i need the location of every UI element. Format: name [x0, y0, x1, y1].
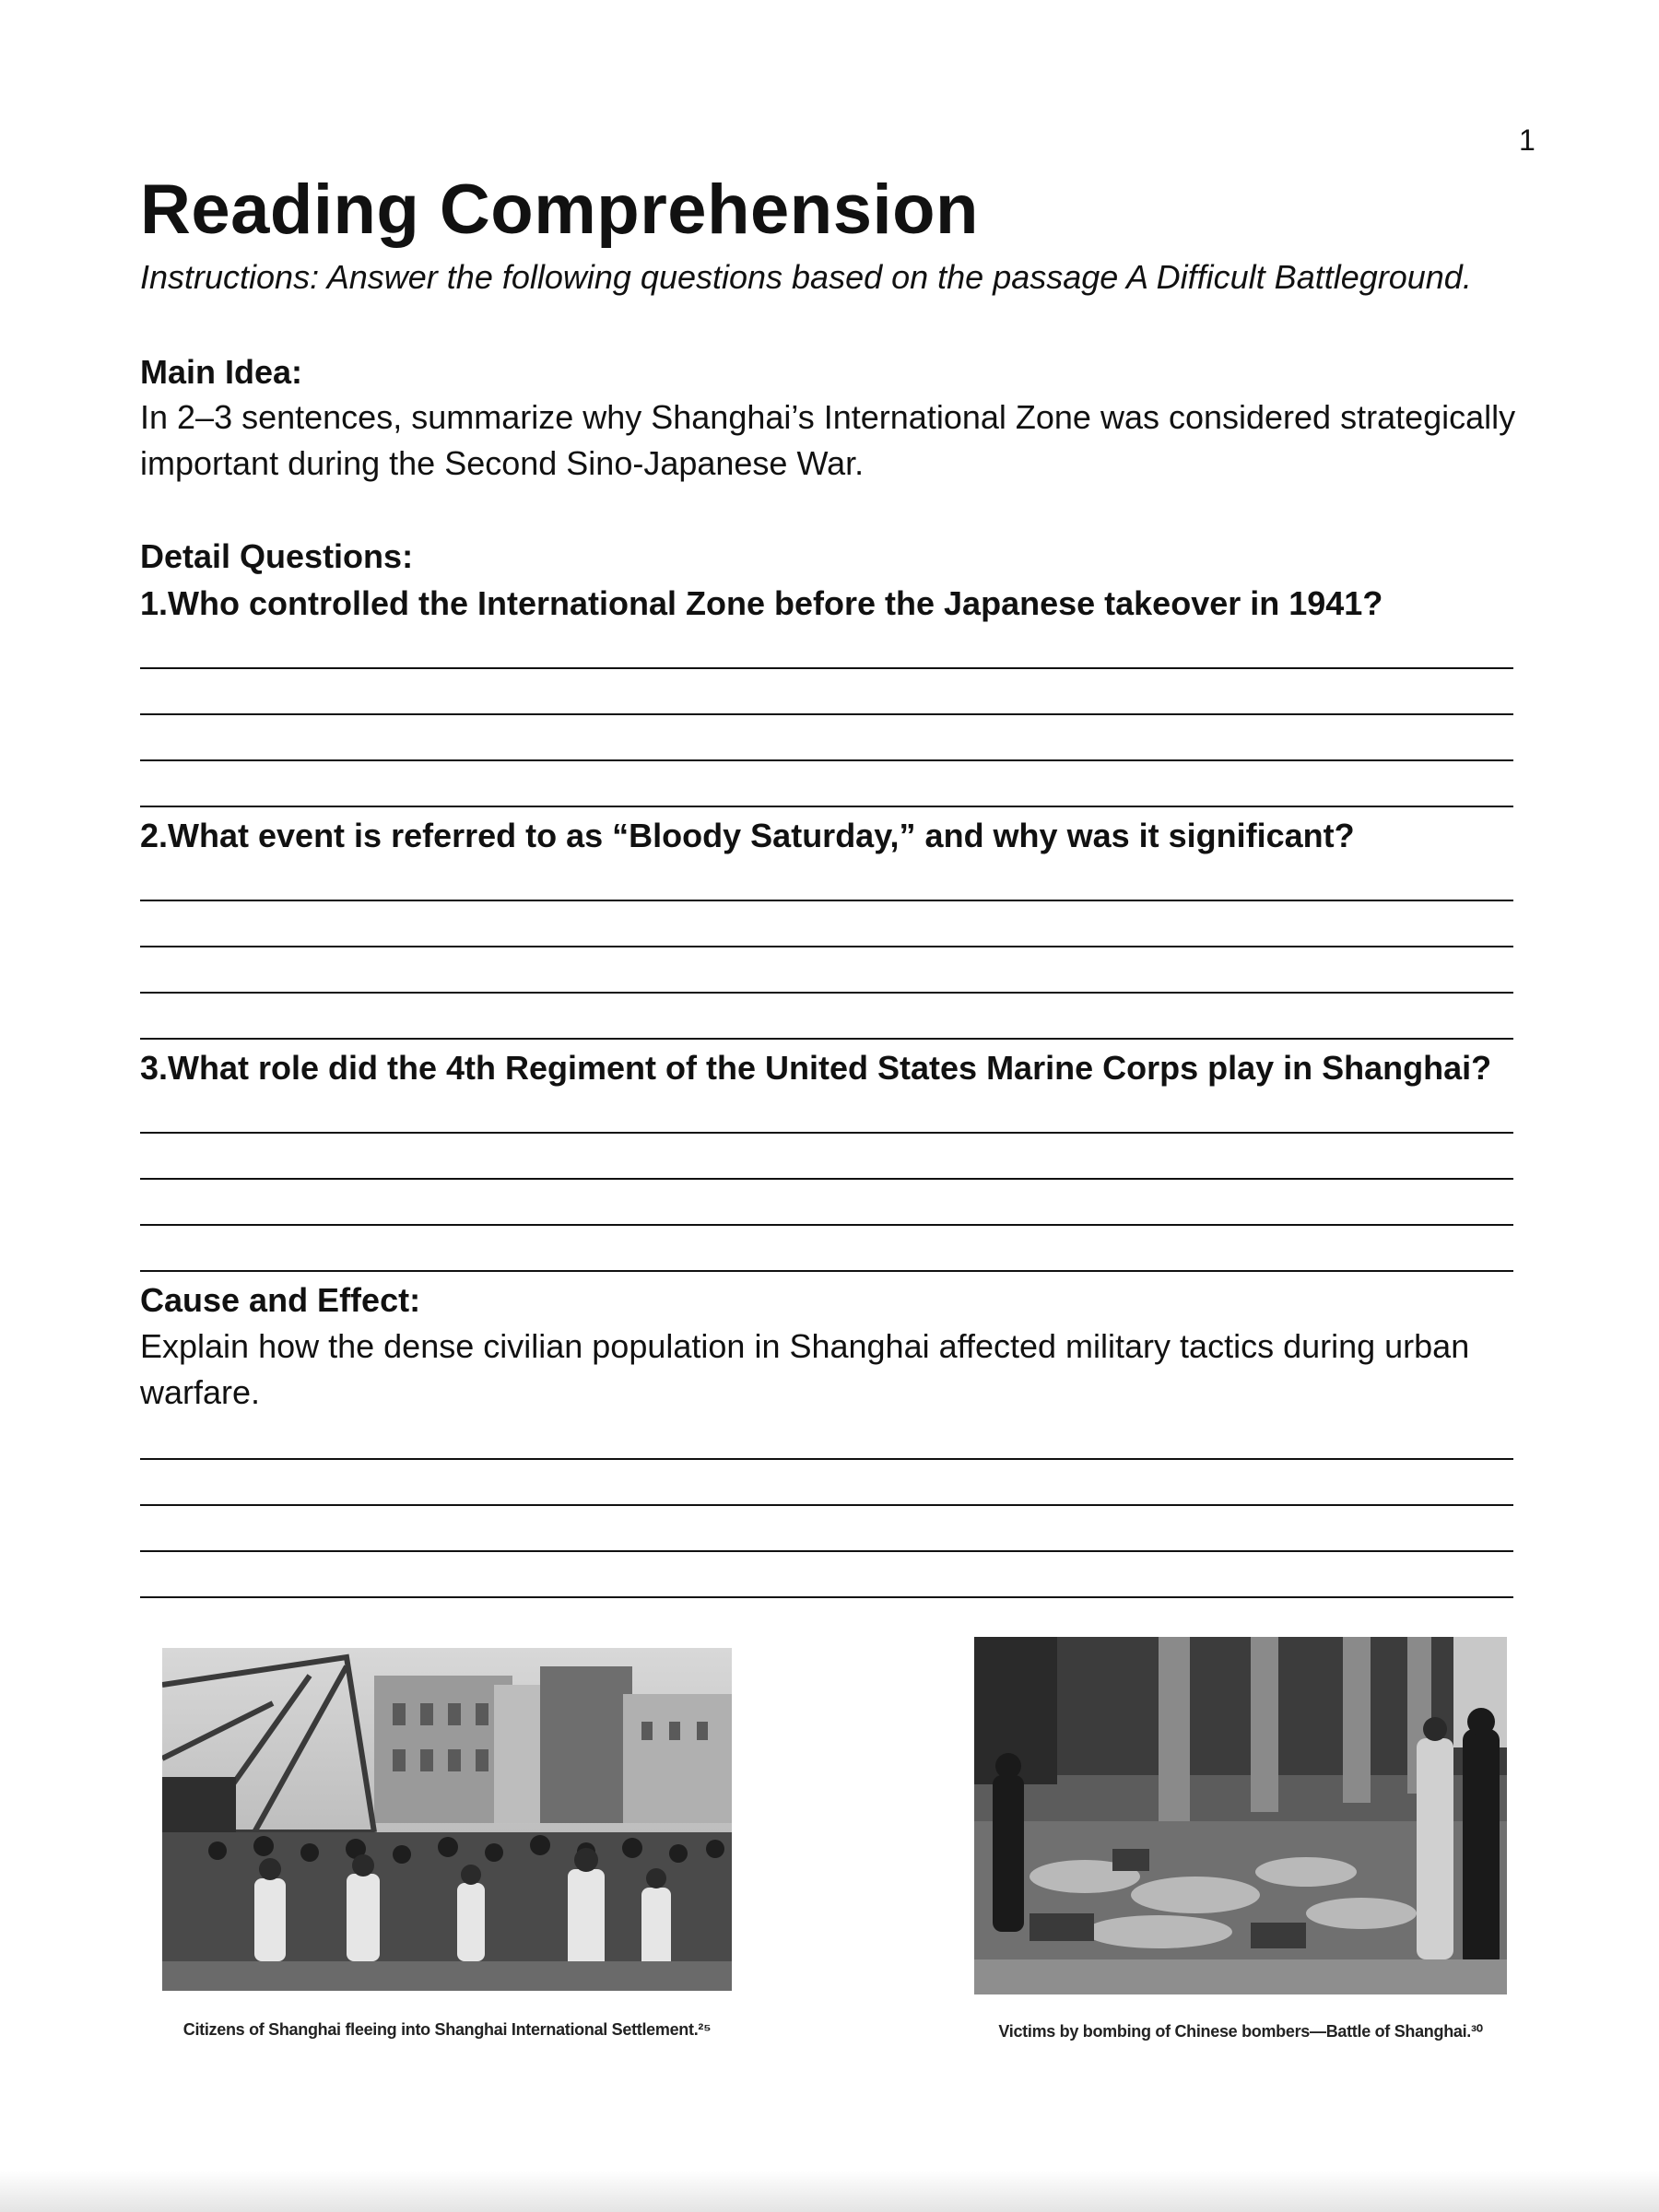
- instructions: Instructions: Answer the following questions based on the passage A Difficult Battleground.: [140, 258, 1472, 296]
- answer-line[interactable]: [140, 1180, 1513, 1226]
- cause-effect-heading: Cause and Effect:: [140, 1281, 421, 1319]
- answer-line[interactable]: [140, 1134, 1513, 1180]
- answer-line[interactable]: [140, 623, 1513, 669]
- question-2: 2.What event is referred to as “Bloody Saturday,” and why was it significant?: [140, 817, 1355, 854]
- photo-citizens-fleeing-caption: Citizens of Shanghai fleeing into Shanghai International Settlement.²⁵: [182, 2020, 712, 2039]
- cause-effect-prompt: Explain how the dense civilian population in Shanghai affected military tactics during urban warfare.: [140, 1327, 1470, 1411]
- answer-line[interactable]: [140, 1414, 1513, 1460]
- main-idea-prompt: In 2–3 sentences, summarize why Shanghai’s International Zone was considered strategically important during the Second Sino-Japanese War.: [140, 398, 1516, 482]
- answer-line[interactable]: [140, 1460, 1513, 1506]
- question-1: 1.Who controlled the International Zone before the Japanese takeover in 1941?: [140, 584, 1383, 622]
- answer-line[interactable]: [140, 947, 1513, 994]
- answer-line[interactable]: [140, 761, 1513, 807]
- answer-line[interactable]: [140, 1088, 1513, 1134]
- photo-bombing-victims: [974, 1637, 1507, 1994]
- answer-line[interactable]: [140, 1226, 1513, 1272]
- answer-line[interactable]: [140, 855, 1513, 901]
- photo-citizens-fleeing-image: [162, 1648, 732, 1991]
- answer-lines-cause-effect[interactable]: [140, 1414, 1513, 1598]
- answer-line[interactable]: [140, 669, 1513, 715]
- page-title: Reading Comprehension: [140, 171, 979, 249]
- answer-line[interactable]: [140, 901, 1513, 947]
- question-3: 3.What role did the 4th Regiment of the United States Marine Corps play in Shanghai?: [140, 1049, 1492, 1087]
- photo-bombing-victims-image: [974, 1637, 1507, 1994]
- answer-line[interactable]: [140, 994, 1513, 1040]
- answer-line[interactable]: [140, 1552, 1513, 1598]
- answer-lines-q3[interactable]: [140, 1088, 1513, 1272]
- main-idea-heading: Main Idea:: [140, 353, 303, 391]
- answer-lines-q1[interactable]: [140, 623, 1513, 807]
- answer-lines-q2[interactable]: [140, 855, 1513, 1040]
- detail-questions-heading: Detail Questions:: [140, 537, 414, 575]
- answer-line[interactable]: [140, 1506, 1513, 1552]
- photo-citizens-fleeing: [162, 1648, 732, 1991]
- page-number: 1: [1519, 124, 1535, 157]
- answer-line[interactable]: [140, 715, 1513, 761]
- page-bottom-edge: [0, 2171, 1659, 2212]
- photo-bombing-victims-caption: Victims by bombing of Chinese bombers—Battle of Shanghai.³⁰: [998, 2022, 1483, 2041]
